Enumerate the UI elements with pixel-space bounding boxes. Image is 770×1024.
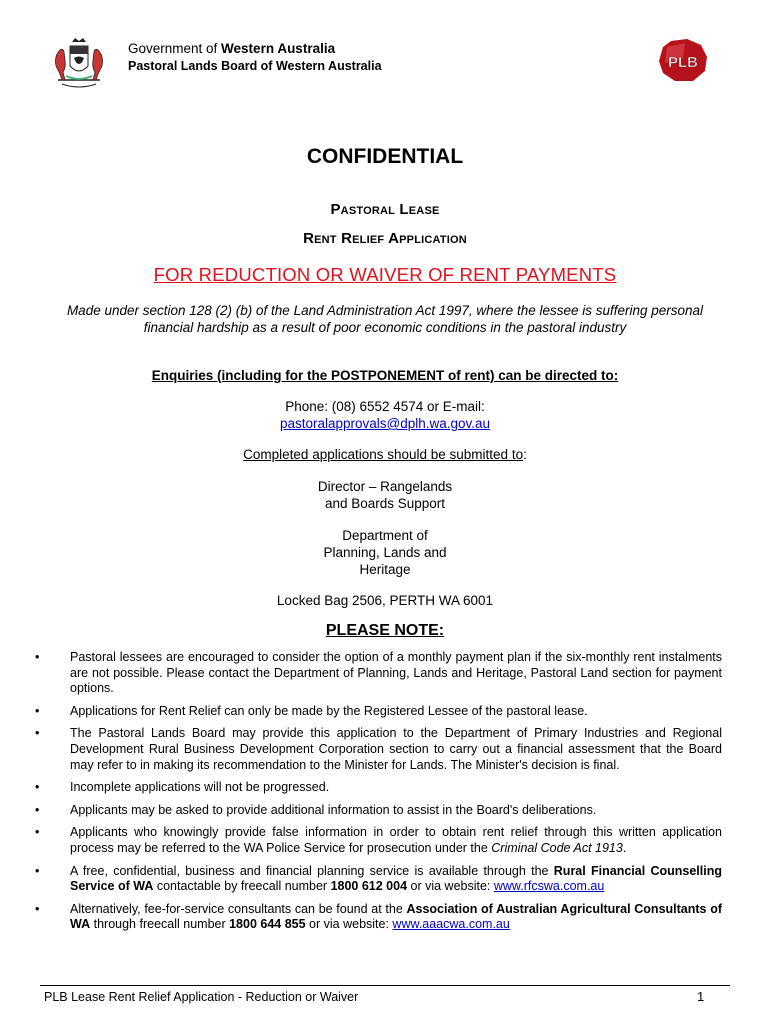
- list-item: • A free, confidential, business and financial planning service is available through the Rural Financial Counselling Service of WA contactable by freecall number 1800 612 004 or via website: www.rfcswa.com.au: [35, 863, 722, 894]
- list-item: • The Pastoral Lands Board may provide this application to the Department of Primary Industries and Regional Development Rural Business Development Corporation section to carry out a financial assessment that the Board may refer to in making its recommendation to the Minister for Lands. The Minister's decision is final.: [35, 726, 722, 772]
- bullet-icon: •: [35, 703, 40, 718]
- enquiries-heading: Enquiries (including for the POSTPONEMENT of rent) can be directed to:: [151, 368, 619, 383]
- email-text[interactable]: pastoralapprovals@dplh.wa.gov.au: [279, 416, 491, 431]
- bullet-icon: •: [35, 825, 40, 840]
- criminal-code-act: Criminal Code Act 1913: [491, 840, 623, 855]
- plb-logo: [657, 37, 709, 83]
- footer-title: PLB Lease Rent Relief Application - Reduction or Waiver: [44, 990, 359, 1004]
- government-name: Government of Western Australia: [128, 41, 336, 56]
- email-link[interactable]: [40, 416, 730, 431]
- bullet-icon: •: [35, 863, 40, 878]
- page-number: 1: [697, 989, 705, 1004]
- rfcswa-link[interactable]: www.rfcswa.com.au: [493, 879, 605, 894]
- bullet-icon: •: [35, 780, 40, 795]
- aaacwa-link[interactable]: www.aaacwa.com.au: [392, 917, 510, 932]
- bullet-icon: •: [35, 650, 40, 664]
- address-director: Director – Rangelands and Boards Support: [317, 479, 453, 511]
- board-name: Pastoral Lands Board of Western Australia: [128, 59, 382, 73]
- list-item: • Pastoral lessees are encouraged to consider the option of a monthly payment plan if the six-monthly rent instalments are not possible. Please contact the Department of Planning, Lands and Heritage, Pastoral Land section for payment options.: [35, 650, 722, 696]
- plb-logo-text: PLB: [668, 54, 698, 71]
- list-item: • Applicants who knowingly provide false information in order to obtain rent relief through this written application process may be referred to the WA Police Service for prosecution under the Criminal Code Act 1913.: [35, 825, 722, 855]
- title-line-1: Pastoral Lease: [330, 201, 440, 218]
- bullet-icon: •: [35, 802, 40, 817]
- bullet-icon: •: [35, 726, 40, 741]
- bullet-icon: •: [35, 901, 40, 916]
- title-line-2: Rent Relief Application: [303, 230, 467, 247]
- confidential-title: CONFIDENTIAL: [306, 145, 464, 168]
- address-department: Department of Planning, Lands and Heritage: [323, 528, 447, 577]
- phone-line: Phone: (08) 6552 4574 or E-mail:: [285, 399, 485, 414]
- footer-divider: [40, 985, 730, 986]
- coat-of-arms-icon: [50, 36, 108, 90]
- address-postal: Locked Bag 2506, PERTH WA 6001: [276, 593, 494, 608]
- list-item: • Applicants may be asked to provide additional information to assist in the Board's deliberations.: [35, 802, 597, 817]
- intro-paragraph: Made under section 128 (2) (b) of the Land Administration Act 1997, where the lessee is suffering personal financial hardship as a result of poor economic conditions in the pastoral industry: [66, 303, 704, 335]
- notes-list: [32, 650, 722, 940]
- list-item: • Applications for Rent Relief can only be made by the Registered Lessee of the pastoral lease.: [35, 703, 588, 718]
- list-item: • Incomplete applications will not be progressed.: [35, 780, 330, 795]
- list-item: • Alternatively, fee-for-service consultants can be found at the Association of Australian Agricultural Consultants of WA through freecall number 1800 644 855 or via website: www.aaacwa.com.au: [35, 901, 722, 932]
- submission-heading: Completed applications should be submitted to:: [243, 447, 527, 462]
- reduction-waiver-heading: FOR REDUCTION OR WAIVER OF RENT PAYMENTS: [153, 264, 617, 285]
- please-note-heading: PLEASE NOTE:: [325, 622, 445, 639]
